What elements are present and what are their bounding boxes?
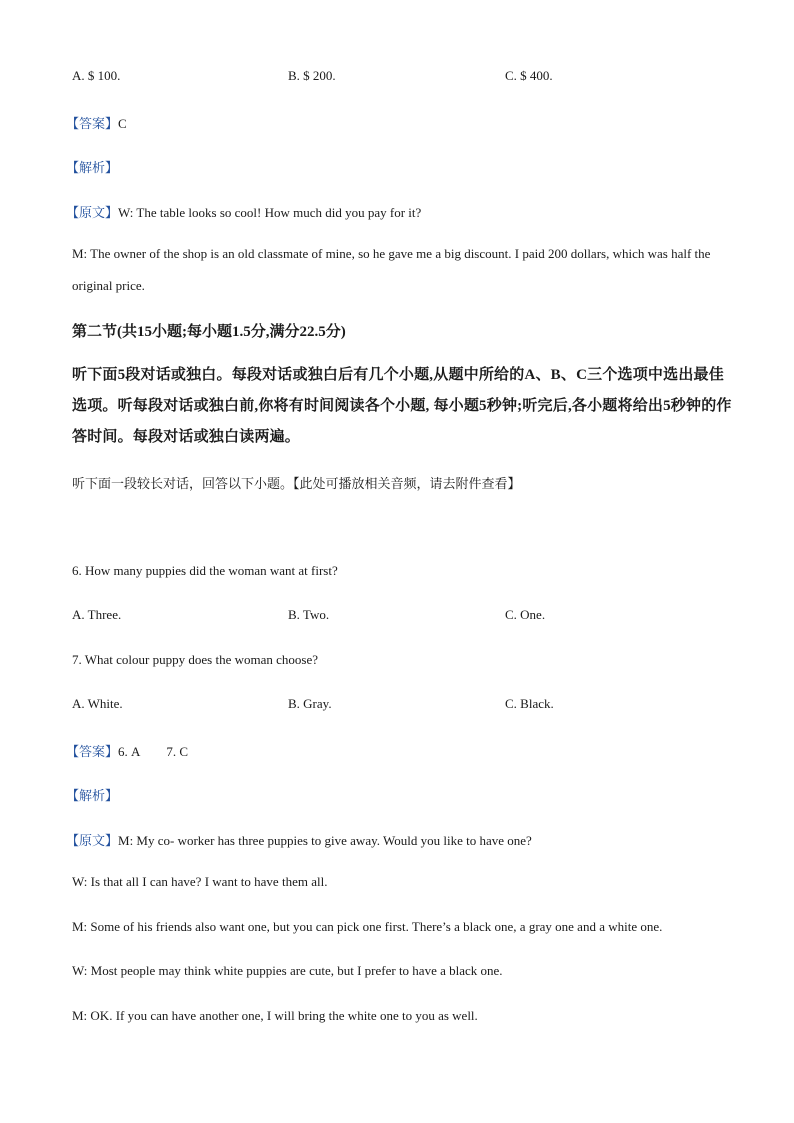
q5-transcript-text-1: W: The table looks so cool! How much did you pay for it? [118,205,422,220]
transcript-line-1 [66,830,532,849]
q6-option-c: C. One. [505,607,546,622]
transcript-line-5: M: OK. If you can have another one, I will bring the white one to you as well. [72,1008,478,1023]
q5-transcript-line-2: M: The owner of the shop is an old classmate of mine, so he gave me a big discount. I paid 200 dollars, which was half the original price. [72,246,711,293]
q6-option-a: A. Three. [72,607,122,622]
q5-option-c: C. $ 400. [505,68,553,83]
answer-7: 7. C [166,744,189,759]
q6-question: 6. How many puppies did the woman want at first? [72,563,338,578]
answers-67-analysis-label [66,785,118,804]
q5-option-b: B. $ 200. [288,68,336,83]
transcript-line-2: W: Is that all I can have? I want to have them all. [72,874,328,889]
transcript-text-1: M: My co- worker has three puppies to give away. Would you like to have one? [118,833,532,848]
answer-label: 【答案】 [66,116,119,131]
q5-analysis-label [66,157,118,176]
q5-answer-value: C [118,116,127,131]
answers-67-line [66,741,188,760]
q5-answer-line [66,113,127,132]
q7-option-a: A. White. [72,696,123,711]
answer-label: 【答案】 [66,744,119,759]
original-label: 【原文】 [66,833,119,848]
q7-option-b: B. Gray. [288,696,332,711]
q6-option-b: B. Two. [288,607,330,622]
section-instructions: 听下面5段对话或独白。每段对话或独白后有几个小题,从题中所给的A、B、C三个选项中选出最佳选项。听每段对话或独白前,你将有时间阅读各个小题, 每小题5秒钟;听完后,各小题将给出5秒钟的作答时间。每段对话或独白读两遍。 [72,367,732,445]
q5-option-a: A. $ 100. [72,68,121,83]
transcript-line-3: M: Some of his friends also want one, but you can pick one first. There’s a black one, a gray one and a white one. [72,919,663,934]
transcript-line-4: W: Most people may think white puppies are cute, but I prefer to have a black one. [72,963,503,978]
listen-prompt: 听下面一段较长对话，回答以下小题。【此处可播放相关音频，请去附件查看】 [72,476,521,491]
analysis-label: 【解析】 [66,788,119,803]
q7-option-c: C. Black. [505,696,554,711]
section-title: 第二节(共15小题;每小题1.5分,满分22.5分) [72,324,346,340]
answer-6: 6. A [118,744,141,759]
q5-transcript-line-1 [66,202,421,221]
analysis-label: 【解析】 [66,160,119,175]
q7-question: 7. What colour puppy does the woman choose? [72,652,318,667]
original-label: 【原文】 [66,205,119,220]
